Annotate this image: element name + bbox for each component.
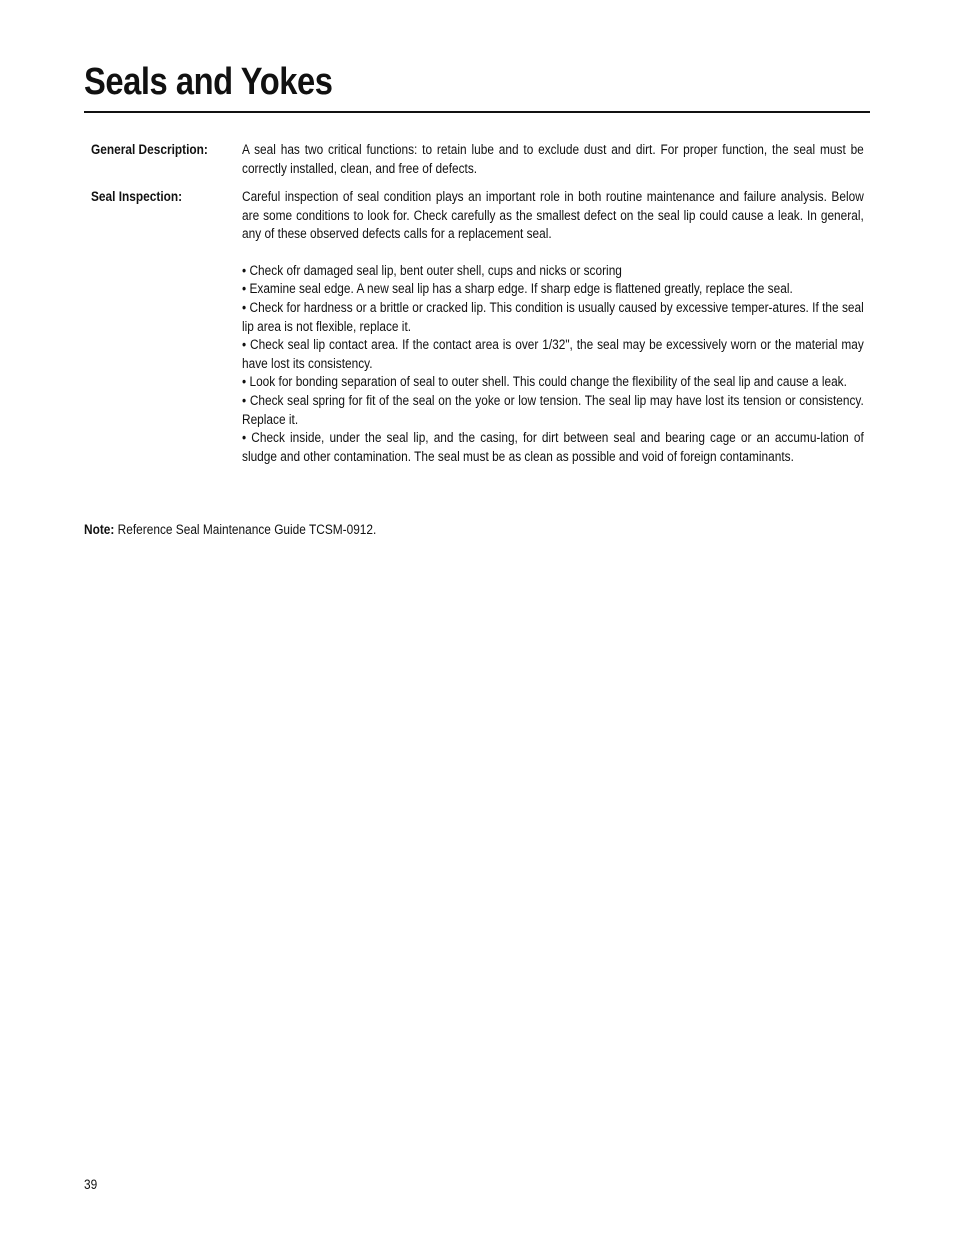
checklist-item-damaged-lip: • Check ofr damaged seal lip, bent outer shell, cups and nicks or scoring <box>242 262 864 281</box>
reference-note <box>84 521 376 540</box>
inspection-checklist <box>242 262 864 467</box>
general-description-label: General Description: <box>91 142 208 157</box>
seal-inspection-body <box>242 188 864 466</box>
seal-inspection-label: Seal Inspection: <box>91 189 183 204</box>
title-divider <box>84 111 870 113</box>
seal-inspection-intro: Careful inspection of seal condition plays an important role in both routine maintenance and failure analysis. Below are some conditions to look for. Check carefully as the smallest defect on the seal lip could cause a leak. In general, any of these observed defects calls for a replacement seal. <box>242 189 864 242</box>
general-description-body <box>242 141 864 178</box>
checklist-item-seal-spring: • Check seal spring for fit of the seal on the yoke or low tension. The seal lip may have lost its tension or consistency. Replace it. <box>242 392 864 429</box>
page-title: Seals and Yokes <box>84 61 333 103</box>
checklist-item-seal-edge: • Examine seal edge. A new seal lip has a sharp edge. If sharp edge is flattened greatly, replace the seal. <box>242 280 864 299</box>
page-number: 39 <box>84 1177 98 1192</box>
general-description-text: A seal has two critical functions: to retain lube and to exclude dust and dirt. For proper function, the seal must be correctly installed, clean, and free of defects. <box>242 142 864 176</box>
checklist-item-contact-area: • Check seal lip contact area. If the contact area is over 1/32", the seal may be excessively worn or the material may have lost its consistency. <box>242 336 864 373</box>
note-label: Note: <box>84 522 115 537</box>
checklist-item-bonding-separation: • Look for bonding separation of seal to outer shell. This could change the flexibility of the seal lip and cause a leak. <box>242 373 864 392</box>
checklist-item-dirt-contamination: • Check inside, under the seal lip, and the casing, for dirt between seal and bearing cage or an accumu-lation of sludge and other contamination. The seal must be as clean as possible and void of foreign contaminants. <box>242 429 864 466</box>
seal-inspection-content <box>242 188 864 466</box>
checklist-item-hardness: • Check for hardness or a brittle or cracked lip. This condition is usually caused by excessive temper-atures. If the seal lip area is not flexible, replace it. <box>242 299 864 336</box>
note-text: Reference Seal Maintenance Guide TCSM-0912. <box>117 522 377 537</box>
